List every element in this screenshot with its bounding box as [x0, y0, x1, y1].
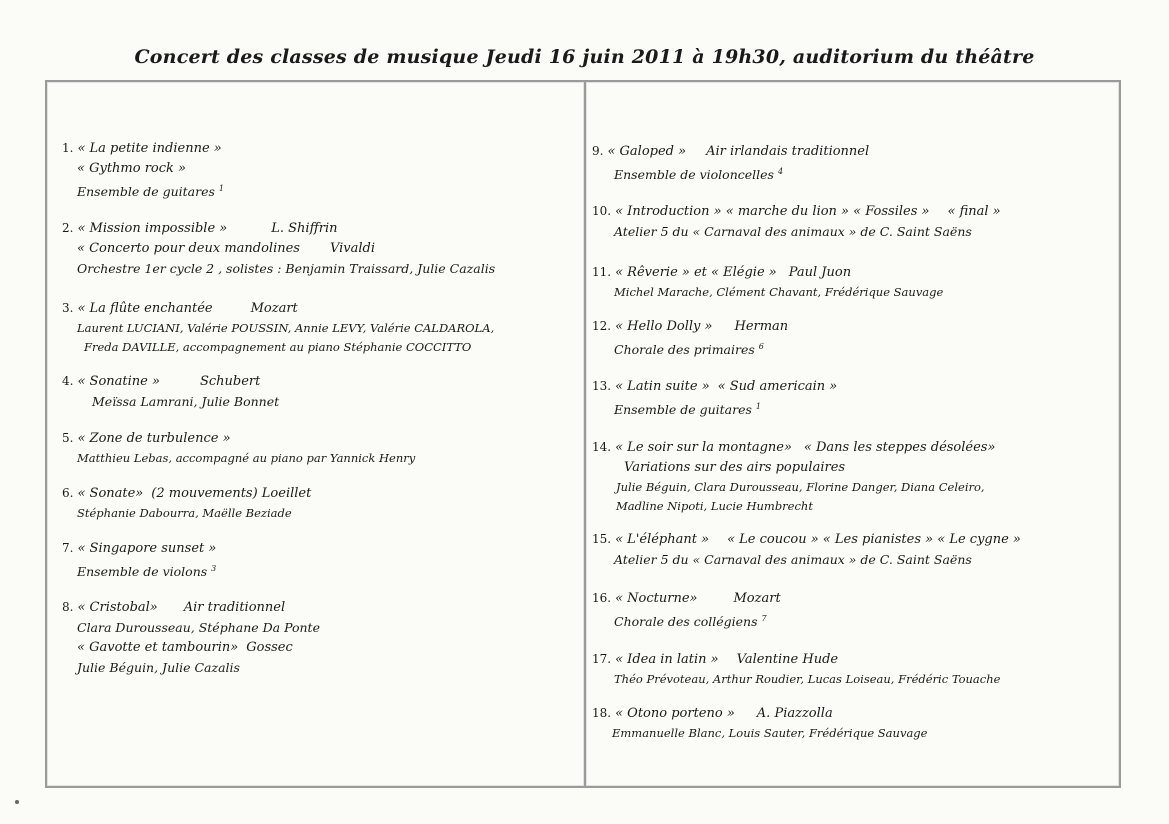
program-item-1: 1. « La petite indienne » « Gythmo rock » Ensemble de guitares $^1$: [62, 141, 224, 200]
program-item-14: 14. « Le soir sur la montagne» « Dans les steppes désolées» Variations sur des airs populaires Julie Béguin, Clara Durousseau, Florine Danger, Diana Celeiro, Madline Nipoti, Lucie Humbrecht: [592, 440, 996, 513]
program-item-16: 16. « Nocturne» Mozart Chorale des collégiens $^7$: [592, 591, 781, 630]
program-item-7: 7. « Singapore sunset » Ensemble de violons $^3$: [62, 541, 217, 580]
program-item-6: 6. « Sonate» (2 mouvements) Loeillet Stéphanie Dabourra, Maëlle Beziade: [62, 486, 312, 520]
program-item-15: 15. « L'éléphant » « Le coucou » « Les pianistes » « Le cygne » Atelier 5 du « Carnaval des animaux » de C. Saint Saëns: [592, 532, 1021, 567]
stray-mark: [15, 800, 19, 804]
program-item-11: 11. « Rêverie » et « Elégie » Paul Juon Michel Marache, Clément Chavant, Frédérique Sauvage: [592, 265, 944, 299]
page-title: Concert des classes de musique Jeudi 16 juin 2011 à 19h30, auditorium du théâtre: [134, 46, 1035, 68]
program-item-3: 3. « La flûte enchantée Mozart Laurent LUCIANI, Valérie POUSSIN, Annie LEVY, Valérie CALDAROLA, Freda DAVILLE, accompagnement au piano Stéphanie COCCITTO: [62, 301, 495, 354]
program-item-8: 8. « Cristobal» Air traditionnel Clara Durousseau, Stéphane Da Ponte « Gavotte et tambourin» Gossec Julie Béguin, Julie Cazalis: [62, 600, 320, 675]
program-item-9: 9. « Galoped » Air irlandais traditionnel Ensemble de violoncelles $^4$: [592, 144, 870, 183]
program-item-4: 4. « Sonatine » Schubert Meïssa Lamrani, Julie Bonnet: [62, 374, 280, 409]
program-item-13: 13. « Latin suite » « Sud americain » Ensemble de guitares $^1$: [592, 379, 838, 418]
program-item-17: 17. « Idea in latin » Valentine Hude Théo Prévoteau, Arthur Roudier, Lucas Loiseau, Frédéric Touache: [592, 652, 1001, 686]
program-item-10: 10. « Introduction » « marche du lion » « Fossiles » « final » Atelier 5 du « Carnaval des animaux » de C. Saint Saëns: [592, 204, 1001, 239]
program-item-2: 2. « Mission impossible » L. Shiffrin « Concerto pour deux mandolines Vivaldi Orchestre 1er cycle 2 , solistes : Benjamin Traissard, Julie Cazalis: [62, 221, 496, 276]
program-item-18: 18. « Otono porteno » A. Piazzolla Emmanuelle Blanc, Louis Sauter, Frédérique Sauvage: [592, 706, 928, 740]
program-item-5: 5. « Zone de turbulence » Matthieu Lebas, accompagné au piano par Yannick Henry: [62, 431, 416, 465]
program-item-12: 12. « Hello Dolly » Herman Chorale des primaires $^6$: [592, 319, 789, 358]
